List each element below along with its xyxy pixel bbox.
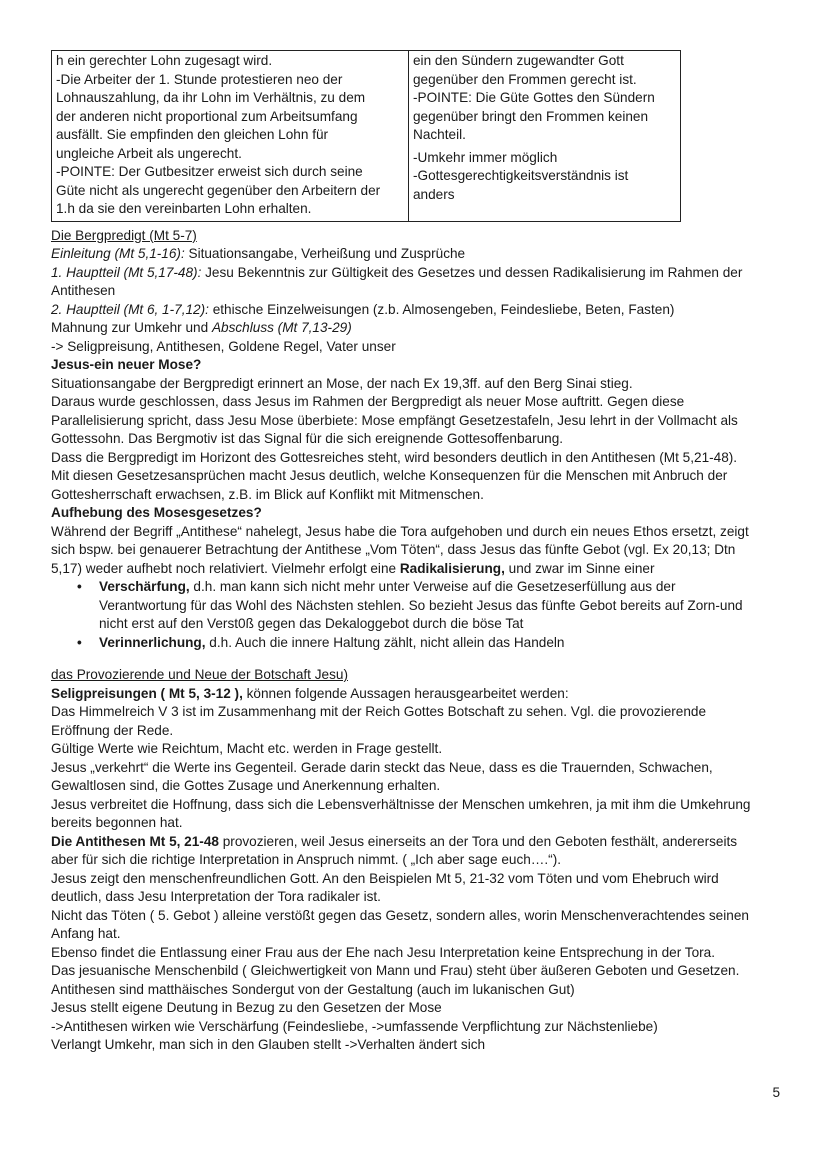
text-line: Gottessohn. Das Bergmotiv ist das Signal für die sich ereignende Gottesoffenbarung. — [51, 431, 564, 446]
text-span: provozieren, weil Jesus einerseits an der Tora und den Geboten festhält, andererseits — [218, 833, 738, 849]
text-line — [51, 685, 773, 704]
text-line: Nicht das Töten ( 5. Gebot ) alleine verstößt gegen das Gesetz, sondern alles, worin Menschenverachtendes seinen — [51, 907, 749, 923]
section-heading-aufhebung: Aufhebung des Mosesgesetzes? — [51, 505, 262, 520]
text-hauptteil-2: ethische Einzelweisungen (z.b. Almosengeben, Feindesliebe, Beten, Fasten) — [208, 301, 675, 317]
text-line — [51, 301, 773, 320]
table-line: Lohnauszahlung, da ihr Lohn im Verhältnis, zu dem — [56, 90, 366, 105]
text-line: Parallelisierung spricht, dass Jesu Mose überbiete: Mose empfängt Gesetzestafeln, Jesu lehrt in der Vollmacht als — [51, 412, 738, 428]
text-line: deutlich, dass Jesu Interpretation der Tora radikaler ist. — [51, 889, 381, 904]
text-line: Antithesen — [51, 283, 116, 298]
term-verinnerlichung: Verinnerlichung, — [99, 634, 206, 650]
text-line: nicht erst auf den Verst0ß gegen das Dekaloggebot durch die böse Tat — [99, 616, 524, 631]
table-line: gegenüber bringt den Frommen keinen — [413, 108, 649, 124]
spacer — [51, 652, 773, 666]
term-seligpreisungen: Seligpreisungen ( Mt 5, 3-12 ), — [51, 685, 243, 701]
comparison-table — [51, 50, 681, 222]
text-line — [99, 634, 773, 653]
table-line: ungleiche Arbeit als ungerecht. — [56, 145, 242, 161]
text-span: d.h. man kann sich nicht mehr unter Verweise auf die Gesetzeserfüllung aus der — [189, 579, 676, 594]
label-hauptteil-2: 2. Hauptteil (Mt 6, 1-7,12): — [51, 301, 209, 317]
text-einleitung: Situationsangabe, Verheißung und Zusprüche — [184, 246, 466, 261]
list-item — [99, 578, 773, 634]
text-mahnung: Mahnung zur Umkehr und — [51, 320, 212, 335]
text-line: bereits begonnen hat. — [51, 815, 183, 830]
text-line: Gottesherrschaft erwachsen, z.B. im Blick auf Konflikt mit Mitmenschen. — [51, 486, 484, 502]
section-heading-bergpredigt: Die Bergpredigt (Mt 5-7) — [51, 227, 197, 243]
text-line: Gültige Werte wie Reichtum, Macht etc. werden in Frage gestellt. — [51, 741, 443, 756]
table-line: -POINTE: Die Güte Gottes den Sündern — [413, 90, 655, 105]
text-line — [51, 319, 773, 338]
table-line: -Die Arbeiter der 1. Stunde protestieren neo der — [56, 71, 343, 87]
table-cell-left — [52, 51, 409, 222]
text-line: Das jesuanische Menschenbild ( Gleichwertigkeit von Mann und Frau) steht über äußeren Geboten und Gesetzen. — [51, 963, 740, 978]
text-line: Jesus stellt eigene Deutung in Bezug zu den Gesetzen der Mose — [51, 1000, 442, 1015]
table-line: ausfällt. Sie empfinden den gleichen Lohn für — [56, 127, 329, 142]
text-line: Antithesen sind matthäisches Sondergut von der Gestaltung (auch im lukanischen Gut) — [51, 981, 575, 997]
text-line: ->Antithesen wirken wie Verschärfung (Feindesliebe, ->umfassende Verpflichtung zur Nächstenliebe) — [51, 1018, 658, 1034]
label-hauptteil-1: 1. Hauptteil (Mt 5,17-48): — [51, 264, 202, 280]
table-line: der anderen nicht proportional zum Arbeitsumfang — [56, 108, 358, 124]
list-item — [99, 634, 773, 653]
text-span: d.h. Auch die innere Haltung zählt, nicht allein das Handeln — [205, 634, 565, 650]
text-line: Dass die Bergpredigt im Horizont des Gottesreiches steht, wird besonders deutlich in den Antithesen (Mt 5,21-48). — [51, 449, 738, 465]
text-line: Verantwortung für das Wohl des Nächsten stehlen. So bezieht Jesus das fünfte Gebot bereits auf Zorn-und — [99, 597, 743, 613]
text-hauptteil-1: Jesu Bekenntnis zur Gültigkeit des Gesetzes und dessen Radikalisierung im Rahmen der — [201, 264, 743, 280]
table-line: Nachteil. — [413, 127, 466, 142]
text-line: Verlangt Umkehr, man sich in den Glauben stellt ->Verhalten ändert sich — [51, 1037, 486, 1052]
text-line: Eröffnung der Rede. — [51, 722, 174, 738]
text-line: Jesus „verkehrt“ die Werte ins Gegenteil. Gerade darin steckt das Neue, dass es die Trauernden, Schwachen, — [51, 759, 713, 775]
text-line: Mit diesen Gesetzesansprüchen macht Jesus deutlich, welche Konsequenzen für die Menschen mit Anbruch der — [51, 468, 728, 483]
table-line: 1.h da sie den vereinbarten Lohn erhalten. — [56, 201, 312, 216]
text-span: 5,17) weder aufhebt noch relativiert. Vielmehr erfolgt eine — [51, 560, 400, 576]
section-heading-provozierend: das Provozierende und Neue der Botschaft Jesu) — [51, 667, 348, 682]
text-line — [99, 578, 773, 597]
page-content — [51, 50, 773, 1055]
text-line — [51, 245, 773, 264]
text-line: -> Seligpreisung, Antithesen, Goldene Regel, Vater unser — [51, 338, 396, 354]
table-cell-right — [409, 51, 681, 222]
text-span: und zwar im Sinne einer — [504, 560, 655, 576]
table-line: h ein gerechter Lohn zugesagt wird. — [56, 53, 273, 68]
label-einleitung: Einleitung (Mt 5,1-16): — [51, 246, 185, 261]
table-line: ein den Sündern zugewandter Gott — [413, 53, 624, 68]
table-line: gegenüber den Frommen gerecht ist. — [413, 71, 637, 87]
text-line — [51, 264, 773, 283]
table-row — [52, 51, 681, 222]
text-line: Jesus zeigt den menschenfreundlichen Gott. An den Beispielen Mt 5, 21-32 vom Töten und vom Ehebruch wird — [51, 870, 719, 886]
table-line: -Umkehr immer möglich — [413, 149, 558, 165]
text-line: sich bspw. bei genauerer Betrachtung der Antithese „Vom Töten“, dass Jesus das fünfte Gebot (vgl. Ex 20,13; Dtn — [51, 542, 736, 557]
page-number: 5 — [772, 1085, 780, 1100]
text-line: Ebenso findet die Entlassung einer Frau aus der Ehe nach Jesu Interpretation keine Entsprechung in der Tora. — [51, 944, 715, 960]
label-abschluss: Abschluss (Mt 7,13-29) — [211, 320, 352, 335]
term-antithesen: Die Antithesen Mt 5, 21-48 — [51, 833, 219, 849]
text-line: Daraus wurde geschlossen, dass Jesus im Rahmen der Bergpredigt als neuer Mose auftritt. Gegen diese — [51, 394, 685, 409]
text-line — [51, 833, 773, 852]
section-heading-mose: Jesus-ein neuer Mose? — [51, 357, 202, 372]
text-line: aber für sich die richtige Interpretation in Anspruch nimmt. ( „Ich aber sage euch….“). — [51, 852, 561, 867]
text-line: Gewaltlosen sind, die Gottes Zusage und Anerkennung erhalten. — [51, 778, 441, 793]
text-line: Das Himmelreich V 3 ist im Zusammenhang mit der Reich Gottes Botschaft zu sehen. Vgl. die provozierende — [51, 704, 707, 719]
table-line: anders — [413, 186, 455, 202]
text-line: Jesus verbreitet die Hoffnung, dass sich die Lebensverhältnisse der Menschen umkehren, ja mit ihm die Umkehrung — [51, 796, 751, 812]
table-line: -Gottesgerechtigkeitsverständnis ist — [413, 168, 629, 183]
bullet-list — [51, 578, 773, 652]
term-verschaerfung: Verschärfung, — [99, 579, 190, 594]
text-line: Während der Begriff „Antithese“ nahelegt, Jesus habe die Tora aufgehoben und durch ein neues Ethos ersetzt, zeigt — [51, 523, 749, 539]
text-span: können folgende Aussagen herausgearbeitet werden: — [242, 685, 569, 701]
text-line — [51, 560, 773, 579]
table-line: Güte nicht als ungerecht gegenüber den Arbeitern der — [56, 182, 381, 198]
text-line: Anfang hat. — [51, 926, 121, 941]
text-line: Situationsangabe der Bergpredigt erinnert an Mose, der nach Ex 19,3ff. auf den Berg Sinai stieg. — [51, 375, 633, 391]
table-line: -POINTE: Der Gutbesitzer erweist sich durch seine — [56, 164, 363, 179]
term-radikalisierung: Radikalisierung, — [399, 560, 505, 576]
